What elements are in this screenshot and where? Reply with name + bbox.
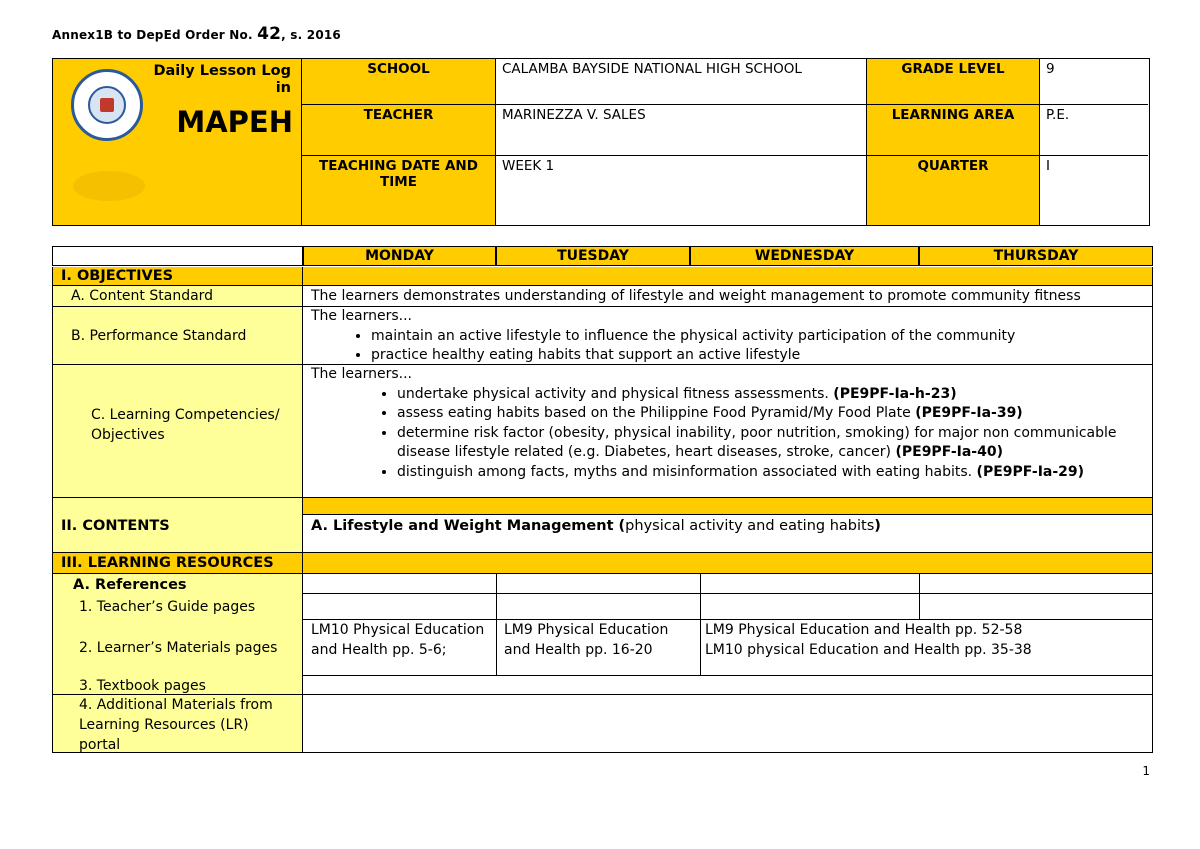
- resources-heading-band: [303, 553, 1153, 574]
- references-label: A. References: [73, 577, 187, 593]
- learners-materials-row: [303, 620, 1153, 676]
- teacher-label: TEACHER: [302, 105, 496, 156]
- quarter-label: QUARTER: [867, 156, 1040, 225]
- grade-value: 9: [1040, 59, 1148, 105]
- page-number: 1: [1142, 764, 1150, 778]
- day-header-wednesday: WEDNESDAY: [690, 246, 919, 266]
- lm-wednesday: LM9 Physical Education and Health pp. 52-58 LM10 physical Education and Health pp. 35-38: [705, 622, 1032, 658]
- additional-materials-row: [303, 695, 1153, 753]
- textbook-row: [303, 676, 1153, 695]
- list-item: • practice healthy eating habits that support an active lifestyle: [371, 346, 1144, 366]
- references-label-cell: [52, 574, 303, 620]
- contents-heading: II. CONTENTS: [52, 515, 303, 553]
- subject-title: MAPEH: [176, 105, 293, 139]
- annex-reference: Annex1B to DepEd Order No. 42, s. 2016: [52, 24, 341, 44]
- learners-materials-label: 2. Learner’s Materials pages: [79, 640, 278, 656]
- blurred-mark: [73, 171, 145, 201]
- lm-tuesday: LM9 Physical Education and Health pp. 16-20: [504, 622, 669, 658]
- dll-title: Daily Lesson Log in: [153, 63, 291, 96]
- teaching-date-value: WEEK 1: [496, 156, 867, 225]
- teaching-date-label: TEACHING DATE AND TIME: [302, 156, 496, 225]
- spacer-band: [303, 498, 1153, 515]
- column-divider: [700, 574, 701, 676]
- content-standard-value: The learners demonstrates understanding of lifestyle and weight management to promote community fitness: [303, 286, 1153, 307]
- list-item: • determine risk factor (obesity, physical inability, poor nutrition, smoking) for major non communicable disease lifestyle related (e.g. Diabetes, heart diseases, stroke, cancer) (PE9PF-Ia-40): [397, 424, 1144, 463]
- competencies-intro: The learners...: [311, 366, 412, 382]
- list-item: • assess eating habits based on the Philippine Food Pyramid/My Food Plate (PE9PF-Ia-39): [397, 404, 1144, 424]
- textbook-label: 3. Textbook pages: [79, 678, 206, 694]
- objectives-heading-band: [303, 267, 1153, 286]
- performance-intro: The learners...: [311, 308, 412, 324]
- resources-heading: III. LEARNING RESOURCES: [52, 553, 303, 574]
- day-header-monday: MONDAY: [303, 246, 496, 266]
- competencies-label-line1: C. Learning Competencies/: [91, 407, 280, 423]
- spacer-label: [52, 498, 303, 515]
- deped-seal-icon: [71, 69, 143, 141]
- quarter-value: I: [1046, 158, 1050, 174]
- column-divider: [919, 574, 920, 620]
- contents-value: A. Lifestyle and Weight Management (physical activity and eating habits): [303, 515, 1153, 553]
- additional-materials-label: 4. Additional Materials from Learning Resources (LR) portal: [52, 695, 303, 753]
- objectives-heading: I. OBJECTIVES: [52, 267, 303, 286]
- performance-standard-label: B. Performance Standard: [52, 307, 303, 365]
- competencies-label: [52, 365, 303, 498]
- list-item: • undertake physical activity and physical fitness assessments. (PE9PF-Ia-h-23): [397, 385, 1144, 405]
- day-header-tuesday: TUESDAY: [496, 246, 690, 266]
- learning-area-label: LEARNING AREA: [867, 105, 1040, 156]
- competencies-list: [311, 385, 1144, 483]
- competencies-value: [303, 365, 1153, 498]
- logo-area: [53, 59, 302, 225]
- content-standard-label: A. Content Standard: [52, 286, 303, 307]
- list-item: • distinguish among facts, myths and misinformation associated with eating habits. (PE9PF-Ia-29): [397, 463, 1144, 483]
- textbook-label-cell: [52, 676, 303, 695]
- column-divider: [496, 574, 497, 676]
- lesson-log-table: [52, 246, 1153, 756]
- learners-materials-label-cell: [52, 620, 303, 676]
- teachers-guide-row: [303, 594, 1153, 620]
- header-table: [52, 58, 1150, 226]
- teachers-guide-label: 1. Teacher’s Guide pages: [79, 599, 256, 615]
- teacher-value: MARINEZZA V. SALES: [496, 105, 867, 156]
- list-item: • maintain an active lifestyle to influence the physical activity participation of the community: [371, 327, 1144, 347]
- performance-list: [311, 327, 1144, 366]
- performance-standard-value: [303, 307, 1153, 365]
- school-value: CALAMBA BAYSIDE NATIONAL HIGH SCHOOL: [496, 59, 867, 105]
- day-header-thursday: THURSDAY: [919, 246, 1153, 266]
- references-row: [303, 574, 1153, 594]
- learning-area-value: P.E.: [1040, 105, 1148, 156]
- day-header-blank: [52, 246, 303, 266]
- competencies-label-line2: Objectives: [91, 427, 165, 443]
- grade-label: GRADE LEVEL: [867, 59, 1040, 105]
- lm-monday: LM10 Physical Education and Health pp. 5-6;: [311, 622, 485, 658]
- school-label: SCHOOL: [302, 59, 496, 105]
